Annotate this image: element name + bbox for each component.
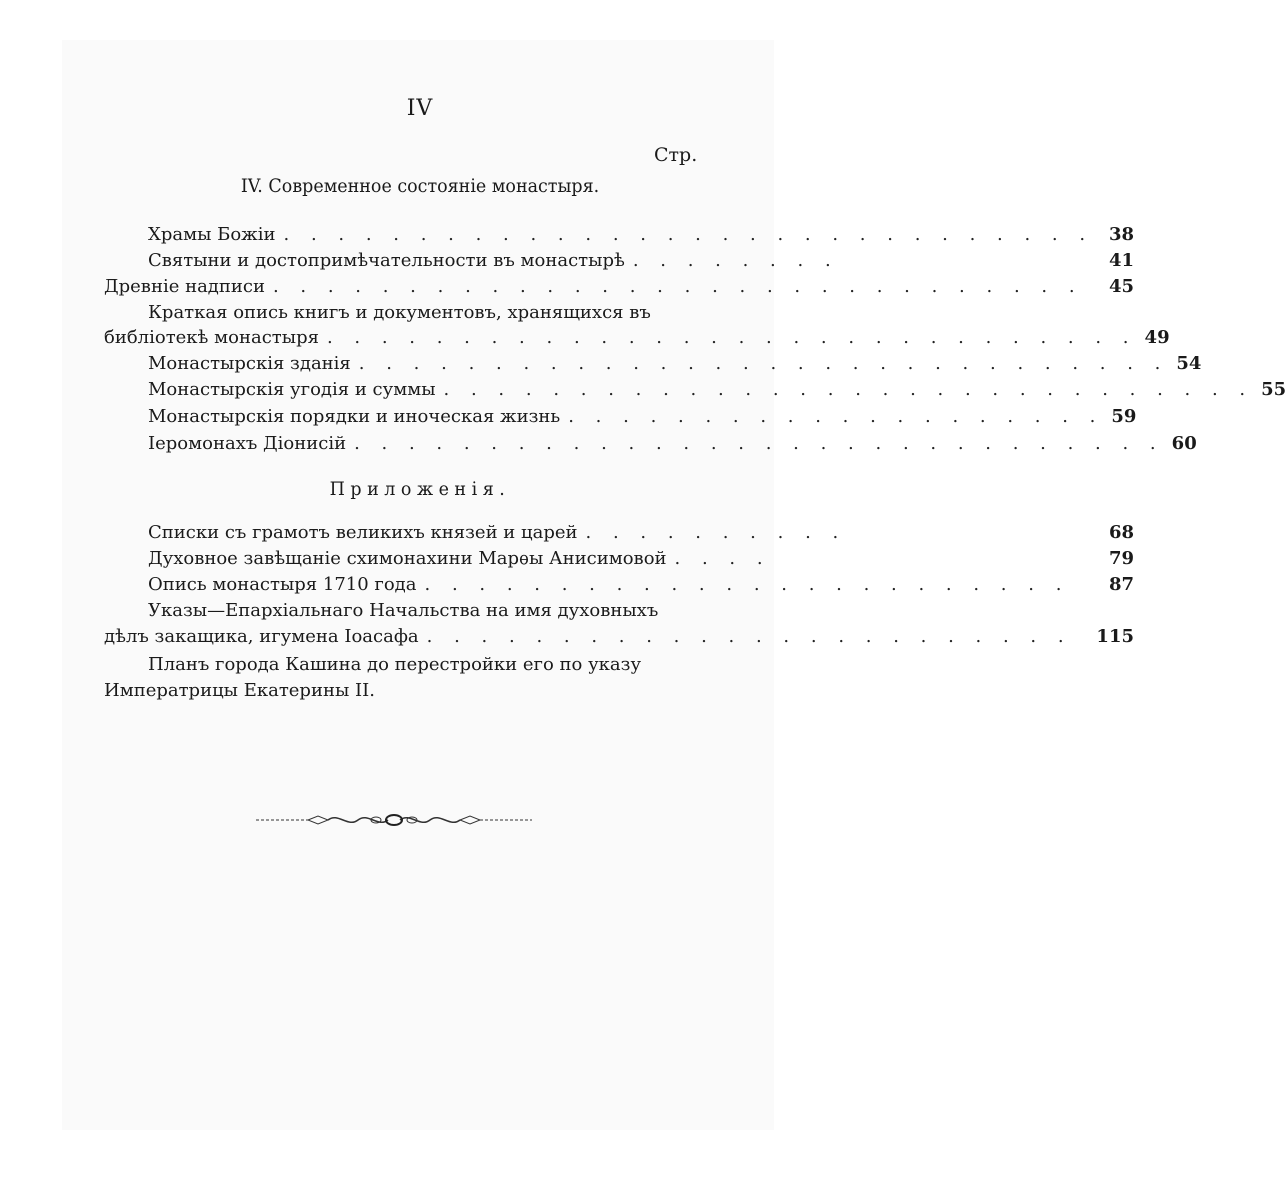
toc-entry-page: 59 xyxy=(1111,406,1137,427)
toc-entry-line1 xyxy=(148,600,658,621)
leader-dots: . . . . . . . . . . . . . . . . . . . . xyxy=(568,406,1104,427)
leader-dots: . . . . . . . . . . . . . . . . . . . . . . . . . . . . . . xyxy=(326,327,1137,348)
section-title-appendices: Приложенія. xyxy=(329,478,511,500)
toc-entry-label: библіотекѣ монастыря xyxy=(104,327,319,348)
toc-entry-label: Списки съ грамотъ великихъ князей и царей xyxy=(148,522,578,543)
toc-entry-page: 54 xyxy=(1176,353,1202,374)
toc-entry-page: 41 xyxy=(1108,250,1134,271)
toc-entry-label: Императрицы Екатерины II. xyxy=(104,680,375,701)
leader-dots: . . . . . . . . . . . . . . . . . . . . . . . . . . . . . . xyxy=(272,276,1083,297)
toc-entry-page: 60 xyxy=(1171,433,1197,454)
decorative-ornament xyxy=(256,810,532,830)
toc-entry-label: Краткая опись книгъ и документовъ, хранящихся въ xyxy=(148,302,651,323)
page-number: IV xyxy=(406,96,434,121)
leader-dots: . . . . . . . . . . . . . . . . . . . . . . . . xyxy=(424,574,1070,595)
toc-entry[interactable] xyxy=(148,433,1197,454)
toc-entry[interactable] xyxy=(148,353,1202,374)
toc-entry-line2 xyxy=(104,680,375,701)
toc-entry-label: Указы—Епархіальнаго Начальства на имя духовныхъ xyxy=(148,600,659,621)
toc-entry-label: Монастырскія порядки и иноческая жизнь xyxy=(148,406,561,427)
leader-dots: . . . . . . . . . . . . . . . . . . . . . . . . . . . . . . xyxy=(443,379,1254,400)
toc-entry-label: Опись монастыря 1710 года xyxy=(148,574,417,595)
toc-entry[interactable] xyxy=(148,522,1134,543)
leader-dots: . . . . . . . . . . . . . . . . . . . . . . . . . . . . . . xyxy=(283,224,1094,245)
toc-entry-page: 45 xyxy=(1108,276,1134,297)
toc-entry-label: Іеромонахъ Діонисій xyxy=(148,433,347,454)
leader-dots: . . . . xyxy=(674,548,771,569)
toc-entry-label: Духовное завѣщаніе схимонахини Марѳы Анисимовой xyxy=(148,548,667,569)
toc-entry-page: 79 xyxy=(1108,548,1134,569)
section-title-modern-state: IV. Современное состояніе монастыря. xyxy=(240,175,600,197)
toc-entry-label: Планъ города Кашина до перестройки его по указу xyxy=(148,654,642,675)
toc-entry-label: Древніе надписи xyxy=(104,276,265,297)
toc-entry[interactable] xyxy=(148,379,1286,400)
page-column-header: Стр. xyxy=(654,144,698,166)
toc-entry-label: Храмы Божіи xyxy=(148,224,276,245)
toc-entry[interactable] xyxy=(104,327,1170,348)
leader-dots: . . . . . . . . . . . . . . . . . . . . . . . . xyxy=(426,626,1072,647)
toc-entry-page: 68 xyxy=(1108,522,1134,543)
leader-dots: . . . . . . . . . . . . . . . . . . . . . . . . . . . . . . xyxy=(358,353,1169,374)
toc-entry[interactable] xyxy=(148,224,1134,245)
toc-entry[interactable] xyxy=(148,548,1134,569)
leader-dots: . . . . . . . . . . xyxy=(585,522,847,543)
toc-entry-page: 87 xyxy=(1108,574,1134,595)
toc-entry-label: дѣлъ закащика, игумена Іоасафа xyxy=(104,626,419,647)
toc-entry-page: 49 xyxy=(1144,327,1170,348)
toc-entry-line1 xyxy=(148,302,651,323)
toc-entry-page: 38 xyxy=(1108,224,1134,245)
toc-entry[interactable] xyxy=(104,626,1134,647)
toc-entry[interactable] xyxy=(148,406,1137,427)
leader-dots: . . . . . . . . xyxy=(632,250,839,271)
toc-entry-line1 xyxy=(148,654,641,675)
toc-entry-label: Святыни и достопримѣчательности въ монастырѣ xyxy=(148,250,625,271)
toc-entry-label: Монастырскія зданія xyxy=(148,353,351,374)
leader-dots: . . . . . . . . . . . . . . . . . . . . . . . . . . . . . . xyxy=(354,433,1164,454)
toc-entry[interactable] xyxy=(148,574,1134,595)
toc-entry-page: 55 xyxy=(1261,379,1286,400)
toc-entry[interactable] xyxy=(148,250,1134,271)
toc-entry[interactable] xyxy=(104,276,1134,297)
toc-entry-label: Монастырскія угодія и суммы xyxy=(148,379,436,400)
toc-entry-page: 115 xyxy=(1096,626,1134,647)
